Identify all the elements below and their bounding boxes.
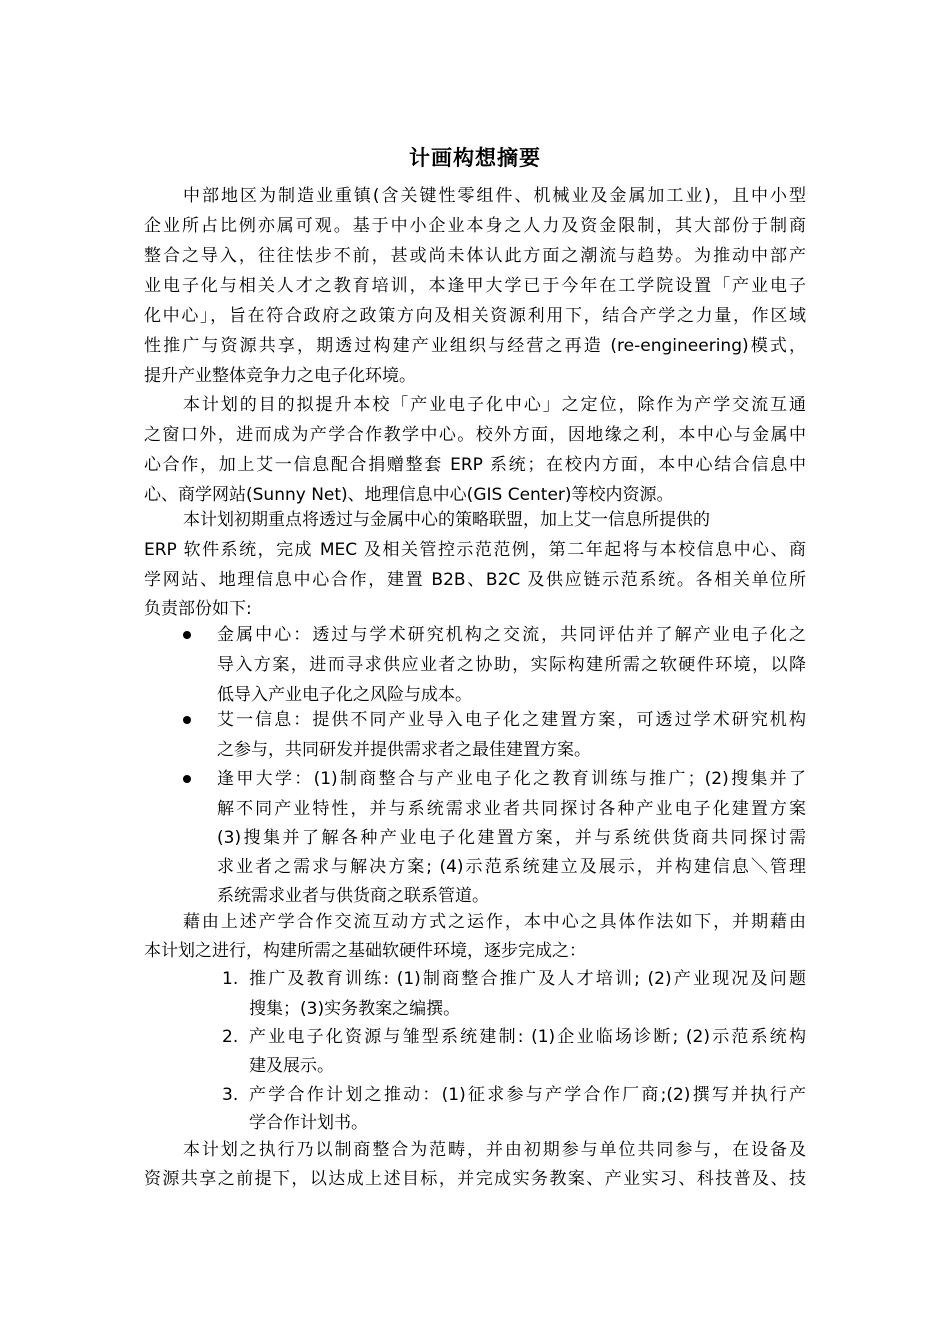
text-line: 本计划的目的拟提升本校「产业电子化中心」之定位，除作为产学交流互通 — [183, 395, 806, 415]
text-line: 整合之导入，往往怯步不前，甚或尚未体认此方面之潮流与趋势。为推动中部产 — [144, 246, 806, 266]
text-line: 之窗口外，进而成为产学合作教学中心。校外方面，因地缘之利，本中心与金属中 — [144, 425, 806, 445]
text-line: 资源共享之前提下，以达成上述目标，并完成实务教案、产业实习、科技普及、技 — [144, 1169, 806, 1189]
text-line: 搜集；(3)实务教案之编撰。 — [249, 999, 461, 1019]
text-line: 系统需求业者与供货商之联系管道。 — [217, 886, 489, 906]
text-line: 提升产业整体竞争力之电子化环境。 — [144, 366, 416, 386]
text-line: 业电子化与相关人才之教育培训，本逢甲大学已于今年在工学院设置「产业电子 — [144, 276, 806, 296]
text-line: 推广及教育训练: (1)制商整合推广及人才培训; (2)产业现况及问题 — [249, 969, 806, 989]
text-line: (3)搜集并了解各种产业电子化建置方案，并与系统供货商共同探讨需 — [217, 828, 806, 848]
text-line: 负责部份如下: — [144, 599, 252, 619]
text-line: 解不同产业特性，并与系统需求业者共同探讨各种产业电子化建置方案 — [217, 799, 806, 819]
text-line: 藉由上述产学合作交流互动方式之运作，本中心之具体作法如下，并期藉由 — [183, 912, 806, 932]
bullet-icon — [183, 775, 191, 783]
text-line: 低导入产业电子化之风险与成本。 — [217, 685, 472, 705]
text-line: 本计划之进行，构建所需之基础软硬件环境，逐步完成之： — [144, 941, 586, 961]
text-line: 逢甲大学：(1)制商整合与产业电子化之教育训练与推广；(2)搜集并了 — [217, 769, 806, 789]
page-title: 计画构想摘要 — [409, 146, 541, 170]
text-line: 心、商学网站(Sunny Net)、地理信息中心(GIS Center)等校内资源。 — [144, 485, 674, 505]
list-number: 1. — [222, 969, 239, 989]
list-number: 3. — [222, 1085, 239, 1105]
text-line: 导入方案，进而寻求供应业者之协助，实际构建所需之软硬件环境，以降 — [217, 655, 806, 675]
text-line: 性推广与资源共享，期透过构建产业组织与经营之再造 (re-engineering)模式， — [144, 336, 806, 356]
text-line: 学合作计划书。 — [249, 1113, 368, 1133]
text-line: 心合作，加上艾一信息配合捐赠整套 ERP 系统；在校内方面，本中心结合信息中 — [144, 455, 806, 475]
text-line: 中部地区为制造业重镇(含关键性零组件、机械业及金属加工业)，且中小型 — [183, 186, 806, 206]
text-line: 本计划初期重点将透过与金属中心的策略联盟，加上艾一信息所提供的 — [183, 510, 710, 530]
text-line: 化中心」，旨在符合政府之政策方向及相关资源利用下，结合产学之力量，作区域 — [144, 306, 806, 326]
text-line: 产学合作计划之推动：(1)征求参与产学合作厂商;(2)撰写并执行产 — [249, 1085, 806, 1105]
bullet-icon — [183, 631, 191, 639]
list-number: 2. — [222, 1027, 239, 1047]
text-line: 之参与，共同研发并提供需求者之最佳建置方案。 — [217, 740, 591, 760]
text-line: 艾一信息：提供不同产业导入电子化之建置方案，可透过学术研究机构 — [217, 710, 806, 730]
text-line: 金属中心：透过与学术研究机构之交流，共同评估并了解产业电子化之 — [217, 625, 806, 645]
text-line: 产业电子化资源与雏型系统建制: (1)企业临场诊断; (2)示范系统构 — [249, 1027, 806, 1047]
text-line: 求业者之需求与解决方案; (4)示范系统建立及展示，并构建信息＼管理 — [217, 857, 806, 877]
text-line: 企业所占比例亦属可观。基于中小企业本身之人力及资金限制，其大部份于制商 — [144, 216, 806, 236]
text-line: 学网站、地理信息中心合作，建置 B2B、B2C 及供应链示范系统。各相关单位所 — [144, 570, 806, 590]
text-line: 建及展示。 — [249, 1056, 334, 1076]
text-line: 本计划之执行乃以制商整合为范畴，并由初期参与单位共同参与，在设备及 — [183, 1140, 806, 1160]
text-line: ERP 软件系统，完成 MEC 及相关管控示范范例，第二年起将与本校信息中心、商 — [144, 540, 806, 560]
bullet-icon — [183, 716, 191, 724]
